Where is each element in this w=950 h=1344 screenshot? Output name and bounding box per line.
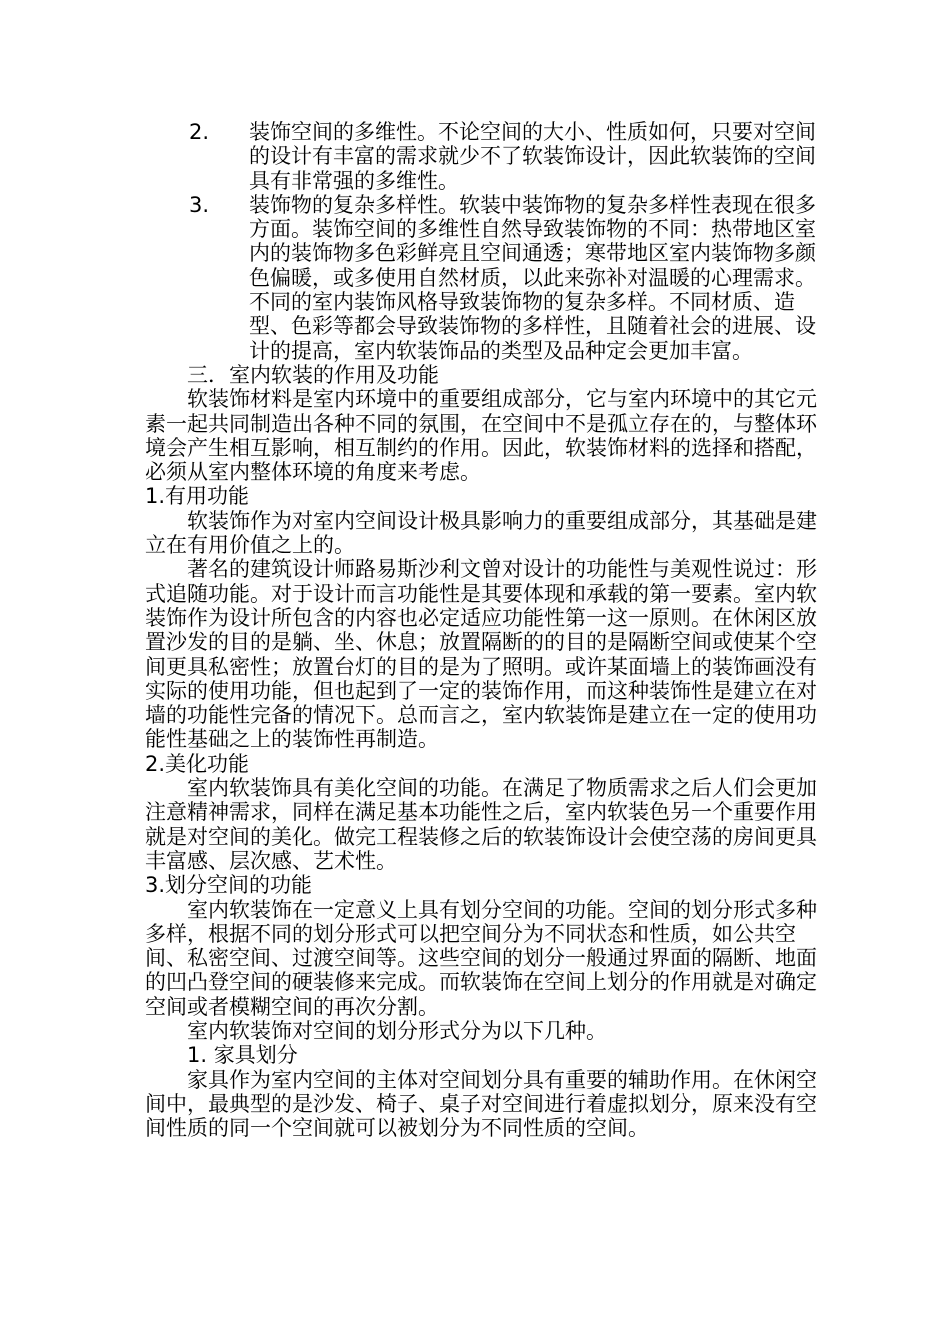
list-item-3: [145, 193, 825, 363]
sub-subsection-heading: 1. 家具划分: [187, 1043, 298, 1068]
list-text: 装饰物的复杂多样性。软装中装饰物的复杂多样性表现在很多方面。装饰空间的多维性自然导致装饰物的不同：热带地区室内的装饰物多色彩鲜亮且空间通透；寒带地区室内装饰物多颜色偏暖，或多使用自然材质，以此来弥补对温暖的心理需求。不同的室内装饰风格导致装饰物的复杂多样。不同材质、造型、色彩等都会导致装饰物的多样性，且随着社会的进展、设计的提高，室内软装饰品的类型及品种定会更加丰富。: [249, 192, 816, 363]
paragraph: 软装饰材料是室内环境中的重要组成部分，它与室内环境中的其它元素一起共同制造出各种不同的氛围，在空间中不是孤立存在的，与整体环境会产生相互影响，相互制约的作用。因此，软装饰材料的选择和搭配，必须从室内整体环境的角度来考虑。: [145, 387, 817, 485]
paragraph: 家具作为室内空间的主体对空间划分具有重要的辅助作用。在休闲空间中，最典型的是沙发、椅子、桌子对空间进行着虚拟划分，原来没有空间性质的同一个空间就可以被划分为不同性质的空间。: [145, 1067, 817, 1141]
paragraph: 软装饰作为对室内空间设计极具影响力的重要组成部分，其基础是建立在有用价值之上的。: [145, 508, 817, 558]
list-item-2: [145, 120, 825, 193]
subsection-heading: 1.有用功能: [145, 484, 250, 509]
paragraph: 室内软装饰对空间的划分形式分为以下几种。: [187, 1018, 607, 1043]
list-number: 3.: [189, 192, 210, 217]
paragraph: 室内软装饰具有美化空间的功能。在满足了物质需求之后人们会更加注意精神需求，同样在满足基本功能性之后，室内软装色另一个重要作用就是对空间的美化。做完工程装修之后的软装饰设计会使空荡的房间更具丰富感、层次感、艺术性。: [145, 776, 817, 873]
list-number: 2.: [189, 120, 210, 144]
document-page: [145, 120, 825, 1140]
paragraph: 室内软装饰在一定意义上具有划分空间的功能。空间的划分形式多种多样，根据不同的划分形式可以把空间分为不同状态和性质，如公共空间、私密空间、过渡空间等。这些空间的划分一般通过界面的隔断、地面的凹凸登空间的硬装修来完成。而软装饰在空间上划分的作用就是对确定空间或者模糊空间的再次分割。: [145, 897, 817, 1019]
paragraph: 著名的建筑设计师路易斯沙利文曾对设计的功能性与美观性说过：形式追随功能。对于设计而言功能性是其要体现和承载的第一要素。室内软装饰作为设计所包含的内容也必定适应功能性第一这一原则。在休闲区放置沙发的目的是躺、坐、休息；放置隔断的的目的是隔断空间或使某个空间更具私密性；放置台灯的目的是为了照明。或许某面墙上的装饰画没有实际的使用功能，但也起到了一定的装饰作用，而这种装饰性是建立在对墙的功能性完备的情况下。总而言之，室内软装饰是建立在一定的使用功能性基础之上的装饰性再制造。: [145, 557, 817, 752]
subsection-heading: 2.美化功能: [145, 751, 250, 776]
subsection-heading: 3.划分空间的功能: [145, 873, 313, 898]
section-heading: 三．室内软装的作用及功能: [187, 362, 439, 387]
list-text: 装饰空间的多维性。不论空间的大小、性质如何，只要对空间的设计有丰富的需求就少不了软装饰设计，因此软装饰的空间具有非常强的多维性。: [249, 120, 816, 193]
